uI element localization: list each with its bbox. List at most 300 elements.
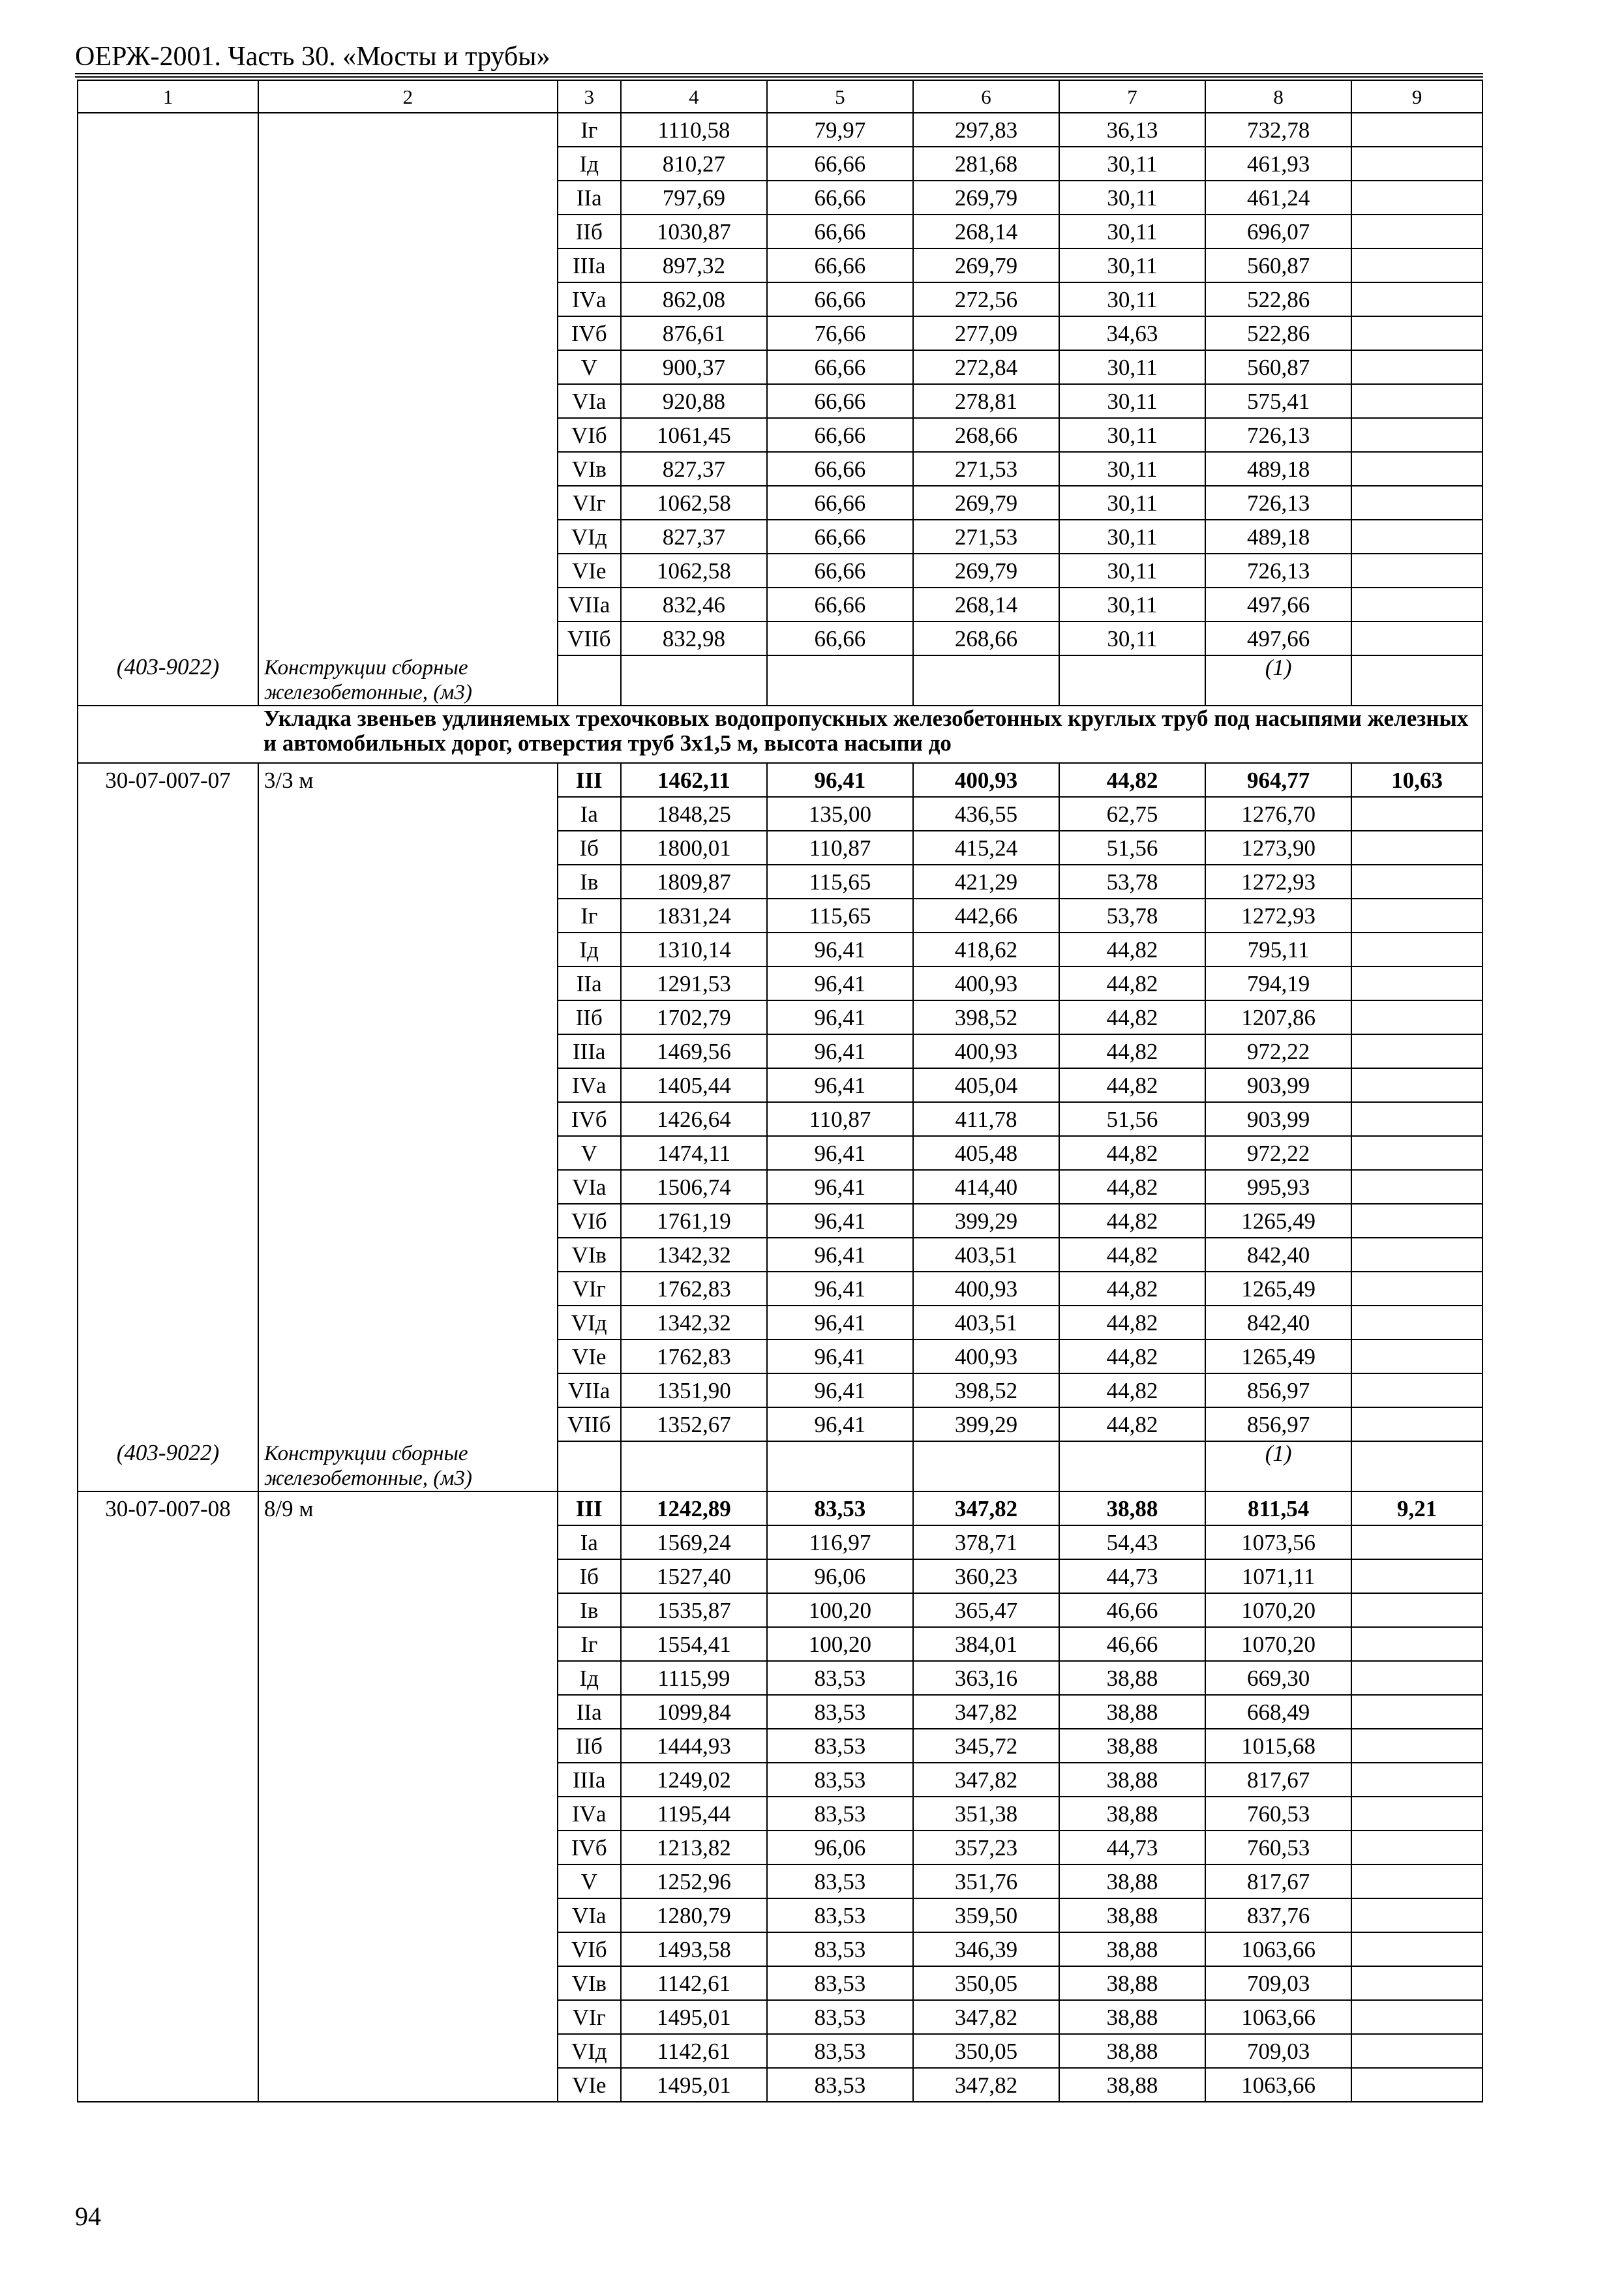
name-cell (258, 350, 558, 384)
value-cell: 96,41 (767, 1272, 913, 1306)
value-cell: 399,29 (913, 1204, 1059, 1238)
zone-cell: VIб (558, 1204, 621, 1238)
value-cell (1351, 2068, 1482, 2102)
value-cell: 1265,49 (1205, 1272, 1351, 1306)
value-cell: 347,82 (913, 1763, 1059, 1797)
value-cell: 115,65 (767, 865, 913, 899)
code-cell (78, 1593, 258, 1627)
zone-cell: IIа (558, 1695, 621, 1729)
name-cell (258, 1238, 558, 1272)
value-cell: 1351,90 (621, 1373, 767, 1407)
table-row (78, 1068, 1482, 1102)
value-cell: 83,53 (767, 1966, 913, 2000)
value-cell: 497,66 (1205, 621, 1351, 655)
value-cell (1351, 1661, 1482, 1695)
value-cell: 972,22 (1205, 1034, 1351, 1068)
value-cell: 1527,40 (621, 1559, 767, 1593)
value-cell: 365,47 (913, 1593, 1059, 1627)
name-cell (258, 1339, 558, 1373)
code-cell (78, 1932, 258, 1966)
value-cell (1351, 1339, 1482, 1373)
value-cell: 277,09 (913, 316, 1059, 350)
value-cell: 76,66 (767, 316, 913, 350)
code-cell (78, 1627, 258, 1661)
code-cell (78, 452, 258, 486)
value-cell: 53,78 (1059, 865, 1205, 899)
name-cell (258, 966, 558, 1000)
zone-cell: VIIа (558, 1373, 621, 1407)
value-cell: 268,66 (913, 418, 1059, 452)
main-value-cell: 400,93 (913, 763, 1059, 797)
value-cell (1351, 1204, 1482, 1238)
value-cell: 827,37 (621, 520, 767, 554)
zone-cell: VIа (558, 1170, 621, 1204)
value-cell: 1702,79 (621, 1000, 767, 1034)
name-cell (258, 831, 558, 865)
value-cell (1351, 1627, 1482, 1661)
value-cell: 1249,02 (621, 1763, 767, 1797)
code-cell (78, 384, 258, 418)
value-cell: 44,82 (1059, 1238, 1205, 1272)
value-cell: 96,41 (767, 966, 913, 1000)
table-row (78, 966, 1482, 1000)
zone-cell: IVа (558, 1797, 621, 1831)
value-cell: 903,99 (1205, 1102, 1351, 1136)
value-cell: 38,88 (1059, 2034, 1205, 2068)
value-cell: 44,82 (1059, 1170, 1205, 1204)
value-cell: 1272,93 (1205, 899, 1351, 933)
name-cell (258, 1661, 558, 1695)
value-cell (1351, 282, 1482, 316)
value-cell (1351, 831, 1482, 865)
value-cell: 83,53 (767, 1661, 913, 1695)
value-cell: 357,23 (913, 1831, 1059, 1864)
name-cell (258, 1932, 558, 1966)
main-value-cell: 83,53 (767, 1491, 913, 1525)
main-value-cell: 9,21 (1351, 1491, 1482, 1525)
table-row (78, 1238, 1482, 1272)
value-cell: 66,66 (767, 520, 913, 554)
value-cell: 560,87 (1205, 350, 1351, 384)
value-cell: 726,13 (1205, 418, 1351, 452)
main-value-cell: 1242,89 (621, 1491, 767, 1525)
value-cell: 44,82 (1059, 933, 1205, 966)
name-cell (258, 588, 558, 621)
table-row (78, 1593, 1482, 1627)
value-cell: 347,82 (913, 2068, 1059, 2102)
name-cell (258, 316, 558, 350)
name-cell (258, 520, 558, 554)
value-cell: 920,88 (621, 384, 767, 418)
value-cell: 66,66 (767, 384, 913, 418)
value-cell (1351, 2000, 1482, 2034)
main-value-cell: 1462,11 (621, 763, 767, 797)
value-cell: 297,83 (913, 113, 1059, 147)
zone-cell: VIд (558, 1306, 621, 1339)
value-cell: 1252,96 (621, 1864, 767, 1898)
value-cell: 66,66 (767, 418, 913, 452)
value-cell: 876,61 (621, 316, 767, 350)
name-cell (258, 1068, 558, 1102)
main-value-cell: 347,82 (913, 1491, 1059, 1525)
value-cell: 281,68 (913, 147, 1059, 181)
code-cell (78, 1407, 258, 1441)
value-cell: 405,04 (913, 1068, 1059, 1102)
table-row-main (78, 1491, 1482, 1525)
value-cell: 1444,93 (621, 1729, 767, 1763)
name-cell (258, 1407, 558, 1441)
name-cell (258, 215, 558, 248)
value-cell: 135,00 (767, 797, 913, 831)
value-cell: 897,32 (621, 248, 767, 282)
value-cell: 30,11 (1059, 215, 1205, 248)
value-cell: 30,11 (1059, 452, 1205, 486)
value-cell: 96,41 (767, 1034, 913, 1068)
code-cell (78, 797, 258, 831)
column-number: 9 (1351, 80, 1482, 113)
value-cell: 1213,82 (621, 1831, 767, 1864)
zone-cell: IVб (558, 1102, 621, 1136)
value-cell: 995,93 (1205, 1170, 1351, 1204)
name-cell (258, 621, 558, 655)
value-cell: 96,41 (767, 933, 913, 966)
value-cell: 760,53 (1205, 1797, 1351, 1831)
norms-table (77, 80, 1483, 2102)
table-row (78, 1898, 1482, 1932)
table-row (78, 1627, 1482, 1661)
value-cell: 96,41 (767, 1238, 913, 1272)
column-number: 1 (78, 80, 258, 113)
code-cell (78, 350, 258, 384)
zone-cell: VIе (558, 1339, 621, 1373)
value-cell (1351, 899, 1482, 933)
value-cell: 1310,14 (621, 933, 767, 966)
value-cell (1351, 1932, 1482, 1966)
value-cell: 1195,44 (621, 1797, 767, 1831)
value-cell: 44,82 (1059, 1339, 1205, 1373)
name-cell (258, 486, 558, 520)
zone-cell: IIа (558, 966, 621, 1000)
value-cell: 38,88 (1059, 2068, 1205, 2102)
zone-cell: IVа (558, 282, 621, 316)
value-cell: 51,56 (1059, 831, 1205, 865)
name-cell (258, 2000, 558, 2034)
code-cell (78, 1102, 258, 1136)
value-cell: 38,88 (1059, 1932, 1205, 1966)
name-cell (258, 1272, 558, 1306)
zone-cell: Iв (558, 865, 621, 899)
column-number: 8 (1205, 80, 1351, 113)
value-cell: 400,93 (913, 1272, 1059, 1306)
material-row (78, 655, 1482, 706)
value-cell: 38,88 (1059, 1864, 1205, 1898)
value-cell: 44,82 (1059, 1306, 1205, 1339)
table-row (78, 1000, 1482, 1034)
value-cell: 797,69 (621, 181, 767, 215)
value-cell: 96,41 (767, 1136, 913, 1170)
value-cell: 66,66 (767, 621, 913, 655)
value-cell: 817,67 (1205, 1763, 1351, 1797)
value-cell: 83,53 (767, 1898, 913, 1932)
value-cell: 30,11 (1059, 350, 1205, 384)
value-cell: 115,65 (767, 899, 913, 933)
value-cell: 351,38 (913, 1797, 1059, 1831)
material-name: Конструкции сборные железобетонные, (м3) (258, 1441, 558, 1491)
material-row (78, 1441, 1482, 1491)
table-row (78, 1204, 1482, 1238)
code-cell (78, 588, 258, 621)
norm-code: 30-07-007-07 (78, 763, 258, 797)
value-cell: 1063,66 (1205, 2068, 1351, 2102)
code-cell (78, 113, 258, 147)
zone-cell: IIIа (558, 1763, 621, 1797)
value-cell: 732,78 (1205, 113, 1351, 147)
empty-cell (78, 706, 258, 763)
value-cell: 83,53 (767, 2034, 913, 2068)
table-row-main (78, 763, 1482, 797)
name-cell (258, 248, 558, 282)
zone-cell: Iа (558, 1525, 621, 1559)
value-cell: 1848,25 (621, 797, 767, 831)
zone-cell: IVа (558, 1068, 621, 1102)
name-cell (258, 1695, 558, 1729)
value-cell: 1809,87 (621, 865, 767, 899)
value-cell: 403,51 (913, 1306, 1059, 1339)
value-cell: 54,43 (1059, 1525, 1205, 1559)
value-cell: 1495,01 (621, 2068, 767, 2102)
value-cell: 66,66 (767, 350, 913, 384)
value-cell (1351, 1136, 1482, 1170)
value-cell: 96,41 (767, 1170, 913, 1204)
code-cell (78, 486, 258, 520)
zone-cell: Iа (558, 797, 621, 831)
value-cell: 44,82 (1059, 1373, 1205, 1407)
code-cell (78, 2068, 258, 2102)
value-cell: 62,75 (1059, 797, 1205, 831)
column-number: 4 (621, 80, 767, 113)
value-cell: 522,86 (1205, 282, 1351, 316)
norms-table-body (78, 80, 1482, 2102)
value-cell: 400,93 (913, 1034, 1059, 1068)
value-cell: 1070,20 (1205, 1627, 1351, 1661)
name-cell (258, 384, 558, 418)
value-cell: 1342,32 (621, 1306, 767, 1339)
value-cell: 347,82 (913, 1695, 1059, 1729)
value-cell (1351, 1864, 1482, 1898)
value-cell: 116,97 (767, 1525, 913, 1559)
empty-cell (767, 1441, 913, 1491)
value-cell (1351, 113, 1482, 147)
value-cell: 560,87 (1205, 248, 1351, 282)
value-cell (1351, 1593, 1482, 1627)
value-cell: 411,78 (913, 1102, 1059, 1136)
table-row (78, 113, 1482, 147)
value-cell: 83,53 (767, 1932, 913, 1966)
value-cell (1351, 1559, 1482, 1593)
zone-cell: Iв (558, 1593, 621, 1627)
value-cell: 96,41 (767, 1306, 913, 1339)
table-row (78, 2034, 1482, 2068)
value-cell: 421,29 (913, 865, 1059, 899)
name-cell (258, 1864, 558, 1898)
table-row (78, 2068, 1482, 2102)
value-cell: 38,88 (1059, 1729, 1205, 1763)
value-cell: 1495,01 (621, 2000, 767, 2034)
zone-cell: IIб (558, 1000, 621, 1034)
value-cell: 96,41 (767, 1373, 913, 1407)
table-row (78, 248, 1482, 282)
zone-cell: Iг (558, 113, 621, 147)
column-number: 5 (767, 80, 913, 113)
value-cell (1351, 865, 1482, 899)
zone-cell: VIе (558, 554, 621, 588)
value-cell: 66,66 (767, 181, 913, 215)
value-cell: 51,56 (1059, 1102, 1205, 1136)
value-cell: 1426,64 (621, 1102, 767, 1136)
norm-code: 30-07-007-08 (78, 1491, 258, 1525)
value-cell: 442,66 (913, 899, 1059, 933)
empty-cell (621, 655, 767, 706)
zone-cell: VIд (558, 520, 621, 554)
name-cell (258, 933, 558, 966)
name-cell (258, 1136, 558, 1170)
name-cell (258, 1204, 558, 1238)
name-cell (258, 1593, 558, 1627)
value-cell: 400,93 (913, 1339, 1059, 1373)
value-cell (1351, 588, 1482, 621)
table-row (78, 1034, 1482, 1068)
norm-name: 3/3 м (258, 763, 558, 797)
table-row (78, 1695, 1482, 1729)
value-cell: 398,52 (913, 1000, 1059, 1034)
value-cell: 1474,11 (621, 1136, 767, 1170)
zone-cell: VIв (558, 1238, 621, 1272)
code-cell (78, 1797, 258, 1831)
value-cell: 1265,49 (1205, 1204, 1351, 1238)
table-row (78, 899, 1482, 933)
value-cell: 399,29 (913, 1407, 1059, 1441)
value-cell: 903,99 (1205, 1068, 1351, 1102)
value-cell: 1142,61 (621, 1966, 767, 2000)
value-cell: 346,39 (913, 1932, 1059, 1966)
name-cell (258, 2068, 558, 2102)
code-cell (78, 1831, 258, 1864)
empty-cell (1059, 655, 1205, 706)
page-number: 94 (75, 2202, 101, 2231)
value-cell (1351, 621, 1482, 655)
name-cell (258, 2034, 558, 2068)
table-row (78, 181, 1482, 215)
value-cell: 83,53 (767, 1864, 913, 1898)
section-title-row (78, 706, 1482, 763)
value-cell: 1265,49 (1205, 1339, 1351, 1373)
code-cell (78, 1068, 258, 1102)
value-cell: 38,88 (1059, 1898, 1205, 1932)
name-cell (258, 1034, 558, 1068)
value-cell: 1207,86 (1205, 1000, 1351, 1034)
value-cell: 110,87 (767, 831, 913, 865)
empty-cell (1059, 1441, 1205, 1491)
value-cell (1351, 1763, 1482, 1797)
column-number: 2 (258, 80, 558, 113)
empty-cell (767, 655, 913, 706)
value-cell: 1115,99 (621, 1661, 767, 1695)
value-cell (1351, 1238, 1482, 1272)
zone-cell: VIб (558, 418, 621, 452)
value-cell: 66,66 (767, 452, 913, 486)
value-cell (1351, 1966, 1482, 2000)
zone-cell: Iб (558, 831, 621, 865)
value-cell: 96,06 (767, 1559, 913, 1593)
table-row (78, 147, 1482, 181)
table-row (78, 1966, 1482, 2000)
name-cell (258, 865, 558, 899)
value-cell: 44,82 (1059, 1136, 1205, 1170)
code-cell (78, 831, 258, 865)
name-cell (258, 113, 558, 147)
value-cell: 1352,67 (621, 1407, 767, 1441)
value-cell: 709,03 (1205, 1966, 1351, 2000)
value-cell: 842,40 (1205, 1306, 1351, 1339)
empty-cell (1351, 655, 1482, 706)
main-value-cell: 10,63 (1351, 763, 1482, 797)
value-cell: 38,88 (1059, 1695, 1205, 1729)
value-cell: 832,98 (621, 621, 767, 655)
empty-cell (1351, 1441, 1482, 1491)
value-cell: 1062,58 (621, 554, 767, 588)
value-cell: 272,56 (913, 282, 1059, 316)
value-cell: 44,73 (1059, 1831, 1205, 1864)
table-row (78, 1272, 1482, 1306)
value-cell: 1070,20 (1205, 1593, 1351, 1627)
value-cell: 726,13 (1205, 486, 1351, 520)
code-cell (78, 2034, 258, 2068)
name-cell (258, 1831, 558, 1864)
value-cell: 269,79 (913, 554, 1059, 588)
value-cell: 100,20 (767, 1627, 913, 1661)
main-value-cell: 44,82 (1059, 763, 1205, 797)
value-cell: 30,11 (1059, 621, 1205, 655)
value-cell: 83,53 (767, 1797, 913, 1831)
main-value-cell: 38,88 (1059, 1491, 1205, 1525)
zone-cell: VIд (558, 2034, 621, 2068)
value-cell: 760,53 (1205, 1831, 1351, 1864)
value-cell: 1142,61 (621, 2034, 767, 2068)
code-cell (78, 316, 258, 350)
column-number: 6 (913, 80, 1059, 113)
table-row (78, 933, 1482, 966)
name-cell (258, 1627, 558, 1661)
zone-cell: Iг (558, 1627, 621, 1661)
value-cell: 66,66 (767, 486, 913, 520)
value-cell: 862,08 (621, 282, 767, 316)
value-cell: 794,19 (1205, 966, 1351, 1000)
value-cell: 900,37 (621, 350, 767, 384)
table-row (78, 1559, 1482, 1593)
value-cell (1351, 1407, 1482, 1441)
value-cell: 271,53 (913, 520, 1059, 554)
zone-cell: IIIа (558, 248, 621, 282)
value-cell: 269,79 (913, 181, 1059, 215)
table-row (78, 282, 1482, 316)
table-row (78, 418, 1482, 452)
table-row (78, 1339, 1482, 1373)
value-cell: 38,88 (1059, 1797, 1205, 1831)
zone-cell: Iд (558, 147, 621, 181)
value-cell: 1291,53 (621, 966, 767, 1000)
value-cell: 856,97 (1205, 1407, 1351, 1441)
value-cell: 1276,70 (1205, 797, 1351, 831)
